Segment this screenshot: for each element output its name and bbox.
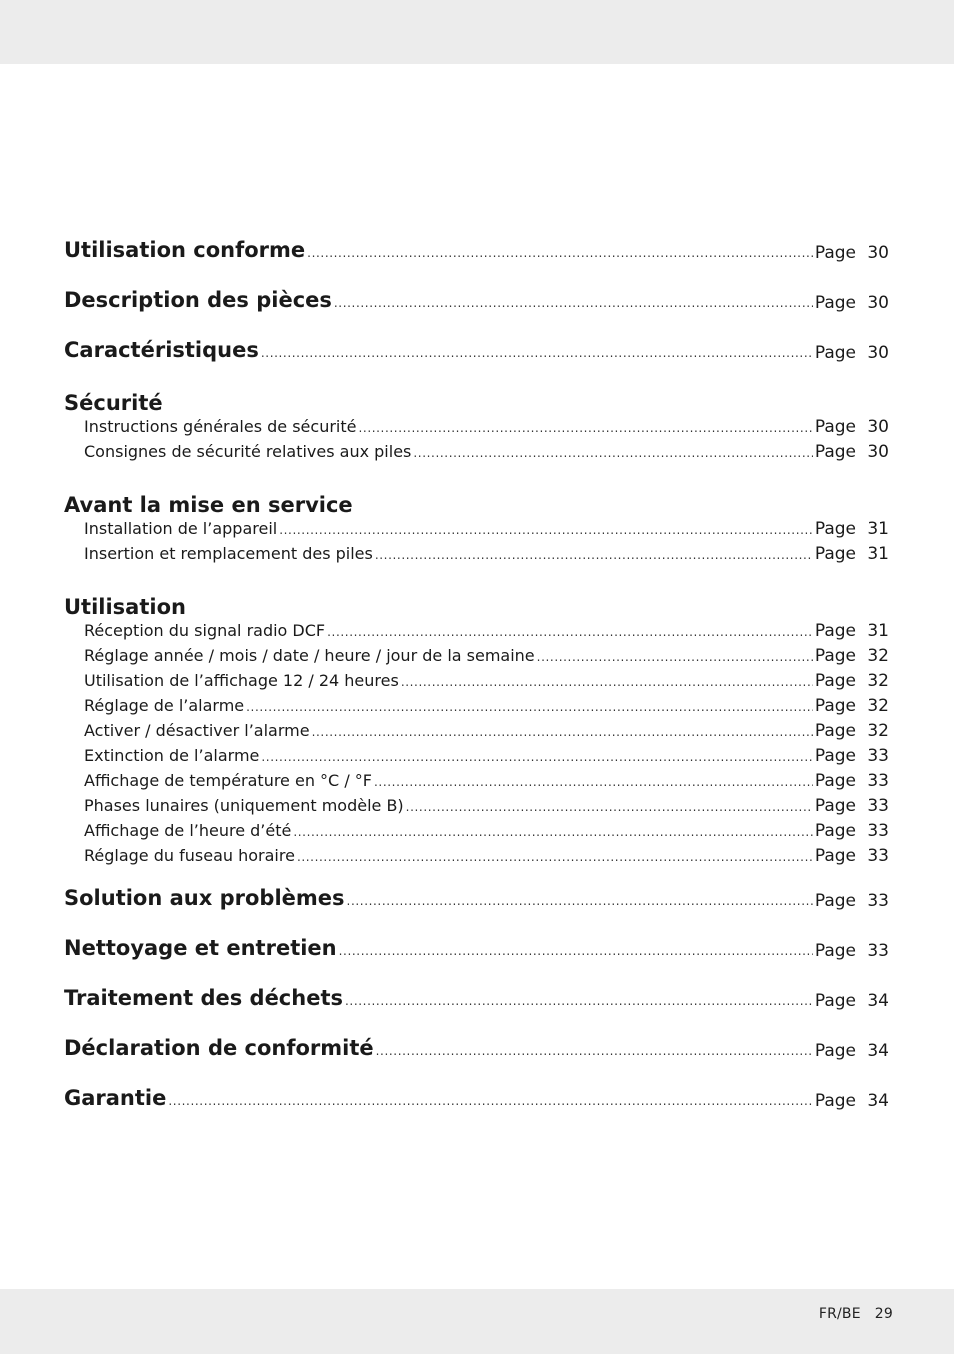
dot-leader xyxy=(413,446,812,460)
toc-entry-title: Nettoyage et entretien xyxy=(64,936,337,960)
toc-entry-title: Consignes de sécurité relatives aux piles xyxy=(84,442,412,461)
dot-leader xyxy=(168,1094,812,1108)
toc-page-ref: Page 30 xyxy=(814,343,889,363)
toc-page-ref: Page 33 xyxy=(814,746,889,766)
toc-entry-title: Utilisation conforme xyxy=(64,238,306,262)
toc-entry-title: Réception du signal radio DCF xyxy=(84,621,326,640)
toc-entry-title: Description des pièces xyxy=(64,288,332,312)
toc-entry-solution-aux-problemes[interactable] xyxy=(64,886,889,936)
toc-entry-title: Réglage de l’alarme xyxy=(84,696,245,715)
toc-subentry[interactable] xyxy=(64,696,889,721)
page-footer xyxy=(819,1306,893,1322)
toc-page-ref: Page 34 xyxy=(814,991,889,1011)
toc-page-ref: Page 32 xyxy=(814,671,889,691)
toc-entry-title: Caractéristiques xyxy=(64,338,259,362)
toc-subentry[interactable] xyxy=(64,519,889,544)
dot-leader xyxy=(297,850,813,864)
toc-page-ref: Page 31 xyxy=(814,621,889,641)
page-number: 29 xyxy=(874,1306,893,1322)
toc-subentry[interactable] xyxy=(64,746,889,771)
toc-subentry[interactable] xyxy=(64,646,889,671)
toc-entry-title: Installation de l’appareil xyxy=(84,519,278,538)
toc-entry-title: Activer / désactiver l’alarme xyxy=(84,721,310,740)
toc-entry-title: Utilisation de l’affichage 12 / 24 heures xyxy=(84,671,399,690)
dot-leader xyxy=(293,825,813,839)
toc-entry-title: Réglage année / mois / date / heure / jour de la semaine xyxy=(84,646,535,665)
toc-entry-title: Garantie xyxy=(64,1086,167,1110)
toc-entry-title: Affichage de l’heure d’été xyxy=(84,821,292,840)
toc-page-ref: Page 33 xyxy=(814,846,889,866)
toc-page-ref: Page 33 xyxy=(814,771,889,791)
toc-entry-title: Solution aux problèmes xyxy=(64,886,345,910)
toc-entry-declaration-de-conformite[interactable] xyxy=(64,1036,889,1086)
toc-page-ref: Page 33 xyxy=(814,821,889,841)
dot-leader xyxy=(406,800,813,814)
dot-leader xyxy=(376,1044,813,1058)
toc-page-ref: Page 34 xyxy=(814,1091,889,1111)
dot-leader xyxy=(401,675,813,689)
toc-page-ref: Page 31 xyxy=(814,544,889,564)
dot-leader xyxy=(339,944,813,958)
toc-page-ref: Page 33 xyxy=(814,941,889,961)
toc-subentry[interactable] xyxy=(64,821,889,846)
toc-subentry[interactable] xyxy=(64,846,889,871)
footer-band xyxy=(0,1289,954,1354)
toc-page-ref: Page 30 xyxy=(814,293,889,313)
toc-page-ref: Page 32 xyxy=(814,646,889,666)
dot-leader xyxy=(312,725,813,739)
dot-leader xyxy=(537,650,813,664)
dot-leader xyxy=(261,750,812,764)
toc-page-ref: Page 31 xyxy=(814,519,889,539)
toc-page-ref: Page 33 xyxy=(814,891,889,911)
dot-leader xyxy=(327,625,813,639)
dot-leader xyxy=(246,700,813,714)
dot-leader xyxy=(345,994,813,1008)
toc-page-ref: Page 32 xyxy=(814,696,889,716)
toc-subentry[interactable] xyxy=(64,721,889,746)
header-band xyxy=(0,0,954,64)
toc-section-securite[interactable]: Sécurité xyxy=(64,391,163,415)
toc-entry-traitement-des-dechets[interactable] xyxy=(64,986,889,1036)
toc-entry-nettoyage-et-entretien[interactable] xyxy=(64,936,889,986)
dot-leader xyxy=(347,894,813,908)
dot-leader xyxy=(358,421,812,435)
toc-entry-title: Déclaration de conformité xyxy=(64,1036,374,1060)
toc-section-avant-la-mise-en-service[interactable]: Avant la mise en service xyxy=(64,493,353,517)
dot-leader xyxy=(374,775,813,789)
toc-subentry[interactable] xyxy=(64,796,889,821)
toc-entry-utilisation-conforme[interactable] xyxy=(64,238,889,288)
toc-entry-caracteristiques[interactable] xyxy=(64,338,889,388)
toc-subentry[interactable] xyxy=(64,621,889,646)
toc-entry-title: Affichage de température en °C / °F xyxy=(84,771,372,790)
toc-subentry[interactable] xyxy=(64,671,889,696)
toc-page-ref: Page 33 xyxy=(814,796,889,816)
toc-page-ref: Page 34 xyxy=(814,1041,889,1061)
dot-leader xyxy=(261,346,813,360)
dot-leader xyxy=(334,296,813,310)
toc-page-ref: Page 30 xyxy=(814,243,889,263)
toc-subentry[interactable] xyxy=(64,417,889,442)
dot-leader xyxy=(375,548,813,562)
toc-subentry[interactable] xyxy=(64,442,889,467)
toc-subentry[interactable] xyxy=(64,544,889,569)
toc-page-ref: Page 30 xyxy=(814,417,889,437)
toc-entry-garantie[interactable] xyxy=(64,1086,889,1136)
toc-entry-title: Insertion et remplacement des piles xyxy=(84,544,373,563)
toc-page-ref: Page 32 xyxy=(814,721,889,741)
toc-subentry[interactable] xyxy=(64,771,889,796)
toc-section-utilisation[interactable]: Utilisation xyxy=(64,595,186,619)
toc-entry-title: Extinction de l’alarme xyxy=(84,746,260,765)
toc-entry-title: Instructions générales de sécurité xyxy=(84,417,357,436)
table-of-contents xyxy=(64,238,889,1136)
locale-code: FR/BE xyxy=(818,1306,861,1322)
toc-entry-title: Traitement des déchets xyxy=(64,986,343,1010)
dot-leader xyxy=(307,246,813,260)
toc-entry-title: Phases lunaires (uniquement modèle B) xyxy=(84,796,404,815)
dot-leader xyxy=(279,523,813,537)
toc-entry-description-des-pieces[interactable] xyxy=(64,288,889,338)
toc-entry-title: Réglage du fuseau horaire xyxy=(84,846,295,865)
toc-page-ref: Page 30 xyxy=(814,442,889,462)
